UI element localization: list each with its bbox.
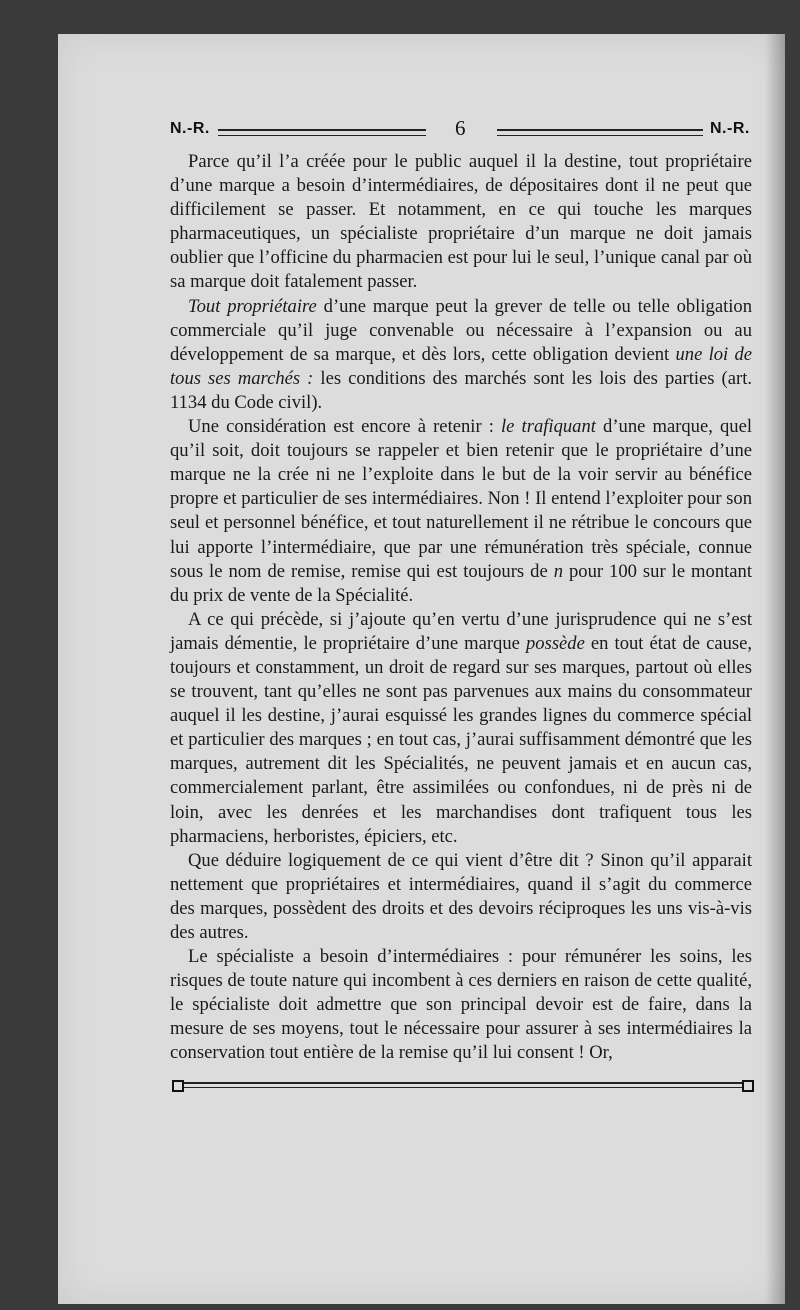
text-segment: A ce qui précède, si j’ajoute qu’en vertu d’une jurisprudence qui ne s’est jamais démentie, le propriétaire d’une marque: [170, 608, 752, 654]
footer-double-rule: [184, 1082, 742, 1088]
text-segment: Parce qu’il l’a créée pour le public auquel il la destine, tout propriétaire d’une marque a besoin d’intermédiaires, de dépositaires dont il ne peut que difficilement se passer. Et notamment, en ce qui touche les marques pharmaceutiques, un spécialiste propriétaire d’un marque ne doit jamais oublier que l’officine du pharmacien est pour lui le seul, l’unique canal par où sa marque doit fatalement passer.: [170, 151, 752, 293]
header-right-initials: N.-R.: [710, 120, 750, 137]
text-segment: Une considération est encore à retenir :: [188, 416, 502, 438]
paragraph: [170, 150, 752, 295]
text-segment: en tout état de cause, toujours et constamment, un droit de regard sur ses marques, partout où elles se trouvent, tant qu’elles ne sont pas parvenues aux mains du consommateur auquel il les destine, j’aurai esquissé les grandes lignes du commerce spécial et particulier des marques ; en tout cas, j’aurai suffisamment démontré que les marques, autrement dit les Spécialités, ne peuvent jamais et en aucun cas, commercialement parlant, être assimilées ou confondues, ni de près ni de loin, avec les denrées et les marchandises dont trafiquent tous les pharmaciens, herboristes, épiciers, etc.: [170, 632, 753, 847]
text-segment: Le spécialiste a besoin d’intermédiaires : pour rémunérer les soins, les risques de toute nature qui incombent à ces derniers en raison de cette qualité, le spécialiste doit admettre que son principal devoir est de faire, dans la mesure de ses moyens, tout le nécessaire pour assurer à ses intermédiaires la conservation tout entière de la remise qu’il lui consent ! Or,: [170, 946, 752, 1064]
text-segment: d’une marque peut la grever de telle ou telle obligation commerciale qu’il juge convenable ou nécessaire à l’expansion ou au développement de sa marque, et dès lors, cette obligation devient: [170, 295, 752, 365]
paragraph: [170, 945, 752, 1065]
header-left-initials: N.-R.: [170, 120, 210, 137]
text-segment: les conditions des marchés sont les lois des parties (art. 1134 du Code civil).: [170, 367, 753, 413]
running-header: [112, 118, 752, 142]
footer-box-left: [172, 1080, 184, 1092]
header-rule-right: [497, 129, 703, 136]
text-segment: d’une marque, quel qu’il soit, doit toujours se rappeler et bien retenir que le propriétaire d’une marque ne la crée ni ne l’exploite dans le but de la voir servir au bénéfice propre et particulier de ses intermédiaires. Non ! Il entend l’exploiter pour son seul et personnel bénéfice, et tout naturellement il ne rétribue le concours que lui apporte l’intermédiaire, que par une rémunération très spéciale, connue sous le nom de remise, remise qui est toujours de: [170, 416, 753, 582]
text-segment: pour 100 sur le montant du prix de vente de la Spécialité.: [170, 560, 752, 606]
italic-text: le trafiquant: [501, 416, 596, 438]
header-rule-left: [218, 129, 426, 136]
italic-text: n: [553, 560, 563, 582]
italic-text: une loi de tous ses marchés :: [170, 343, 752, 389]
page-number: 6: [455, 116, 466, 140]
paragraph: [170, 608, 752, 849]
paragraph: [170, 295, 752, 415]
footer-box-right: [742, 1080, 754, 1092]
body-text: [170, 150, 752, 1066]
page-edge-shadow: [765, 34, 785, 1304]
italic-text: Tout propriétaire: [188, 295, 317, 317]
italic-text: possède: [525, 632, 585, 654]
paragraph: [170, 849, 752, 945]
text-segment: Que déduire logiquement de ce qui vient d’être dit ? Sinon qu’il apparait nettement que propriétaires et intermédiaires, quand il s’agit du commerce des marques, possèdent des droits et des devoirs réciproques les uns vis-à-vis des autres.: [170, 849, 752, 943]
footer-ornament-rule: [172, 1078, 754, 1090]
paragraph: [170, 415, 752, 608]
